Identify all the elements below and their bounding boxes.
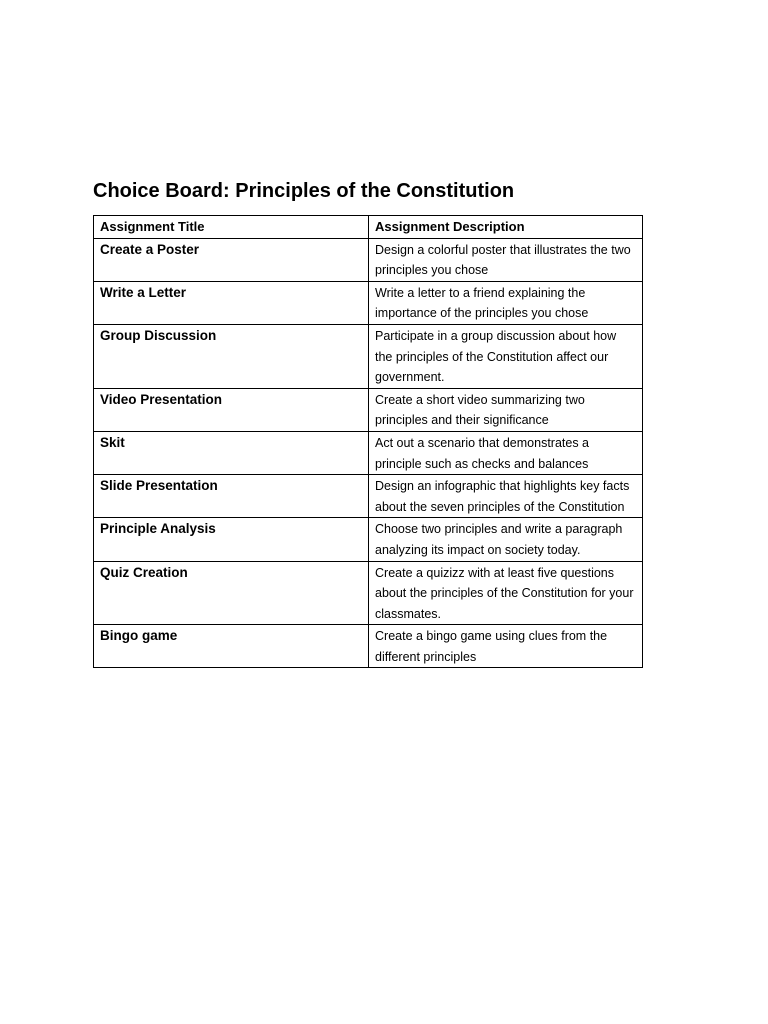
assignment-description-cell: Design an infographic that highlights key facts about the seven principles of the Constitution — [369, 475, 643, 518]
table-header-row — [94, 216, 643, 239]
assignment-description-cell: Create a quizizz with at least five questions about the principles of the Constitution for your classmates. — [369, 561, 643, 625]
assignment-title-cell: Group Discussion — [94, 324, 369, 388]
table-row — [94, 238, 643, 281]
assignment-description-cell: Choose two principles and write a paragraph analyzing its impact on society today. — [369, 518, 643, 561]
assignment-description-cell: Participate in a group discussion about how the principles of the Constitution affect our government. — [369, 324, 643, 388]
table-row — [94, 518, 643, 561]
assignment-title-cell: Skit — [94, 431, 369, 474]
assignment-description-cell: Create a bingo game using clues from the different principles — [369, 625, 643, 668]
assignment-description-cell: Design a colorful poster that illustrates the two principles you chose — [369, 238, 643, 281]
table-row — [94, 431, 643, 474]
table-row — [94, 475, 643, 518]
page-title: Choice Board: Principles of the Constitution — [93, 180, 515, 202]
column-header-description: Assignment Description — [369, 216, 643, 239]
assignment-title-cell: Bingo game — [94, 625, 369, 668]
assignment-title-cell: Slide Presentation — [94, 475, 369, 518]
assignment-title-cell: Quiz Creation — [94, 561, 369, 625]
assignment-title-cell: Create a Poster — [94, 238, 369, 281]
table-row — [94, 625, 643, 668]
table-row — [94, 324, 643, 388]
table-row — [94, 281, 643, 324]
assignment-description-cell: Write a letter to a friend explaining the importance of the principles you chose — [369, 281, 643, 324]
assignment-title-cell: Write a Letter — [94, 281, 369, 324]
assignment-title-cell: Video Presentation — [94, 388, 369, 431]
assignment-description-cell: Create a short video summarizing two principles and their significance — [369, 388, 643, 431]
table-row — [94, 388, 643, 431]
assignment-description-cell: Act out a scenario that demonstrates a principle such as checks and balances — [369, 431, 643, 474]
column-header-title: Assignment Title — [94, 216, 369, 239]
choice-board-table — [93, 215, 643, 668]
table-row — [94, 561, 643, 625]
assignment-title-cell: Principle Analysis — [94, 518, 369, 561]
